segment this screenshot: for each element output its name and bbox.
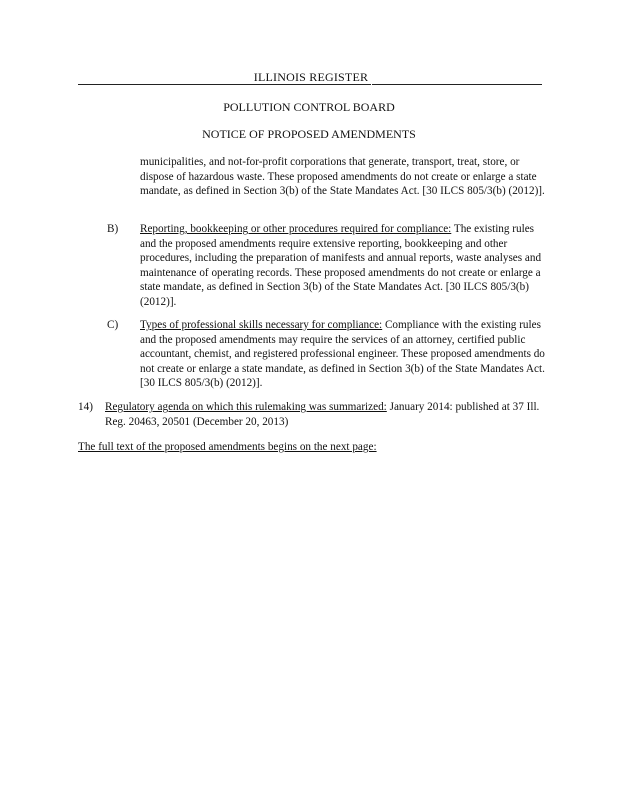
item-c-heading: Types of professional skills necessary for compliance: xyxy=(140,319,383,331)
notice-title: NOTICE OF PROPOSED AMENDMENTS xyxy=(202,127,416,141)
item-b-body: The existing rules and the proposed amendments require extensive reporting, bookkeeping and other procedures, including the preparation of manifests and annual reports, waste analyses and maintenance of operating records. These proposed amendments do not create or enlarge a state mandate, as defined in Section 3(b) of the State Mandates Act. [30 ILCS 805/3(b) (2012)]. xyxy=(140,223,542,308)
item-14-body: January 2014: published at 37 Ill. Reg. 20463, 20501 (December 20, 2013) xyxy=(105,401,540,428)
item-b-label: B) xyxy=(107,223,119,235)
item-b-paragraph xyxy=(140,222,545,310)
header-rule-left xyxy=(78,84,253,85)
continuation-text: municipalities, and not-for-profit corporations that generate, transport, treat, store, or dispose of hazardous waste. These proposed amendments do not create or enlarge a state mandate, as defined in Section 3(b) of the State Mandates Act. [30 ILCS 805/3(b) (2012)]. xyxy=(140,156,545,198)
board-name: POLLUTION CONTROL BOARD xyxy=(223,100,395,114)
register-title: ILLINOIS REGISTER xyxy=(250,70,372,85)
closing-text: The full text of the proposed amendments begins on the next page: xyxy=(78,441,377,453)
item-14-heading: Regulatory agenda on which this rulemaking was summarized: xyxy=(105,401,387,413)
item-b-heading: Reporting, bookkeeping or other procedures required for compliance: xyxy=(140,223,452,235)
closing-line xyxy=(78,440,548,455)
item-c-paragraph xyxy=(140,318,545,391)
item-14-label: 14) xyxy=(78,401,93,413)
item-14-paragraph xyxy=(105,400,545,429)
item-c-label: C) xyxy=(107,319,119,331)
continuation-paragraph xyxy=(140,155,545,199)
item-c-body: Compliance with the existing rules and the proposed amendments may require the services of an attorney, certified public accountant, chemist, and registered professional engineer. These proposed amendments do not create or enlarge a state mandate, as defined in Section 3(b) of the State Mandates Act. [30 ILCS 805/3(b) (2012)]. xyxy=(140,319,545,390)
header-rule-right xyxy=(372,84,542,85)
